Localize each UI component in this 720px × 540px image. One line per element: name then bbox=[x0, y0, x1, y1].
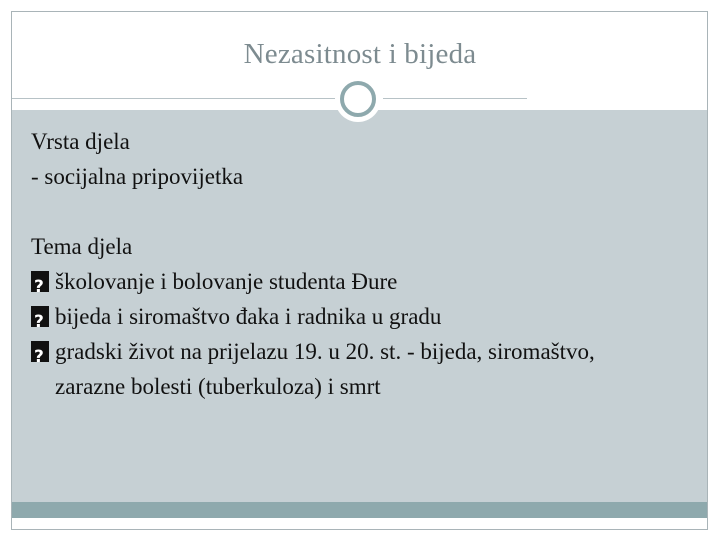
section-heading-type: Vrsta djela bbox=[31, 129, 130, 154]
missing-glyph-bullet-icon bbox=[31, 271, 49, 292]
bullet-text: školovanje i bolovanje studenta Đure bbox=[55, 269, 398, 294]
missing-glyph-bullet-icon bbox=[31, 306, 49, 327]
bullet-text: gradski život na prijelazu 19. u 20. st. - bijeda, siromaštvo, zarazne bolesti (tuberkuloza) i smrt bbox=[55, 339, 595, 399]
section-heading-theme: Tema djela bbox=[31, 234, 133, 259]
spacer bbox=[31, 194, 681, 229]
bullet-text: bijeda i siromaštvo đaka i radnika u gradu bbox=[55, 304, 442, 329]
ring-ornament-inner bbox=[340, 81, 376, 117]
title-divider-left bbox=[12, 98, 337, 99]
theme-bullet-item bbox=[31, 264, 681, 299]
theme-bullet-item bbox=[31, 299, 681, 334]
slide-body bbox=[31, 124, 681, 404]
title-divider-right bbox=[383, 98, 527, 99]
theme-bullet-item bbox=[31, 334, 681, 404]
missing-glyph-bullet-icon bbox=[31, 341, 49, 362]
ring-ornament-icon bbox=[335, 76, 381, 122]
slide-title: Nezasitnost i bijeda bbox=[243, 38, 477, 70]
type-value: - socijalna pripovijetka bbox=[31, 164, 244, 189]
bottom-accent-band bbox=[12, 502, 707, 518]
